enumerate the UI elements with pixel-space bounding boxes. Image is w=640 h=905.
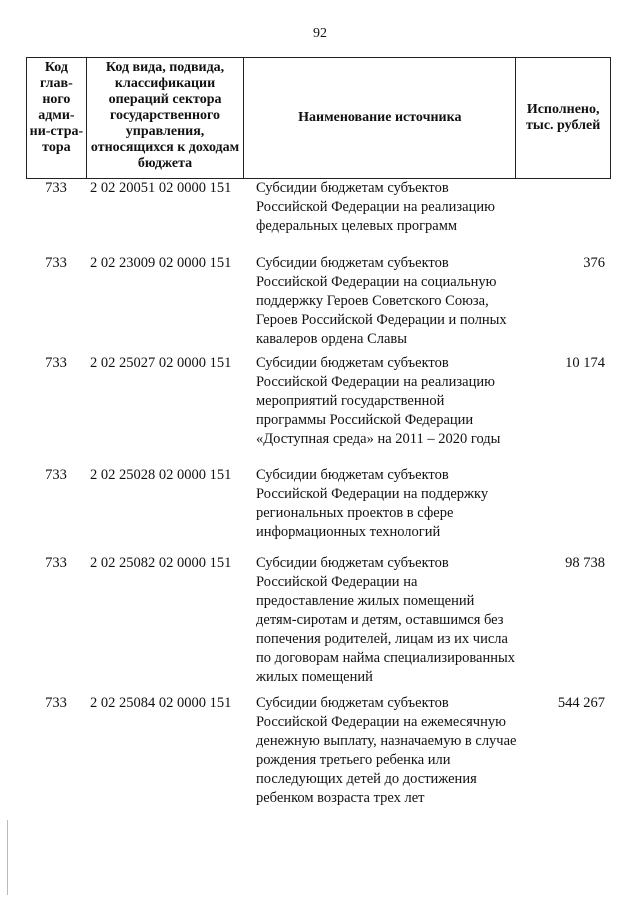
cell-admin: 733 xyxy=(45,467,67,483)
header-amount: Исполнено, тыс. рублей xyxy=(526,102,601,133)
table-row xyxy=(26,466,611,554)
table-row xyxy=(26,254,611,354)
cell-code: 2 02 25084 02 0000 151 xyxy=(90,695,232,711)
table-body xyxy=(26,179,611,808)
cell-amount: 10 174 xyxy=(565,355,605,371)
cell-amount: 98 738 xyxy=(565,555,605,571)
cell-amount: 376 xyxy=(583,255,605,271)
cell-admin: 733 xyxy=(45,355,67,371)
table-header xyxy=(26,57,611,179)
cell-name: Субсидии бюджетам субъектов Российской Федерации на поддержку региональных проектов в сфере информационных технологий xyxy=(256,467,489,540)
cell-amount: 544 267 xyxy=(557,695,605,711)
table-row xyxy=(26,179,611,254)
scan-edge-line xyxy=(7,820,8,895)
cell-name: Субсидии бюджетам субъектов Российской Федерации на реализацию федеральных целевых программ xyxy=(256,180,495,234)
cell-amount xyxy=(517,466,611,554)
header-admin-code: Код глав-ного адми-ни-стра-тора xyxy=(27,58,87,178)
table-row xyxy=(26,354,611,466)
cell-code: 2 02 25028 02 0000 151 xyxy=(90,467,232,483)
cell-name: Субсидии бюджетам субъектов Российской Федерации на ежемесячную денежную выплату, назначаемую в случае рождения третьего ребенка или последующих детей до достижения ребенком возраста трех лет xyxy=(256,695,517,806)
cell-admin: 733 xyxy=(45,555,67,571)
cell-code: 2 02 20051 02 0000 151 xyxy=(90,180,232,196)
cell-admin: 733 xyxy=(45,695,67,711)
cell-code: 2 02 23009 02 0000 151 xyxy=(90,255,232,271)
cell-admin: 733 xyxy=(45,180,67,196)
cell-name: Субсидии бюджетам субъектов Российской Федерации на предоставление жилых помещений детям-сиротам и детям, оставшимся без попечения родителей, лицам из их числа по договорам найма специализированных жилых помещений xyxy=(256,555,515,685)
table-row xyxy=(26,694,611,808)
header-source-name: Наименование источника xyxy=(244,58,516,178)
page-number: 92 xyxy=(313,26,327,41)
cell-code: 2 02 25027 02 0000 151 xyxy=(90,355,232,371)
cell-name: Субсидии бюджетам субъектов Российской Федерации на социальную поддержку Героев Советского Союза, Героев Российской Федерации и полных кавалеров ордена Славы xyxy=(256,255,507,347)
cell-amount xyxy=(517,179,611,254)
cell-admin: 733 xyxy=(45,255,67,271)
header-classification-code: Код вида, подвида, классификации операций сектора государственного управления, относящихся к доходам бюджета xyxy=(87,58,244,178)
cell-name: Субсидии бюджетам субъектов Российской Федерации на реализацию мероприятий государственной программы Российской Федерации «Доступная среда» на 2011 – 2020 годы xyxy=(256,355,501,447)
table-row xyxy=(26,554,611,694)
cell-code: 2 02 25082 02 0000 151 xyxy=(90,555,232,571)
